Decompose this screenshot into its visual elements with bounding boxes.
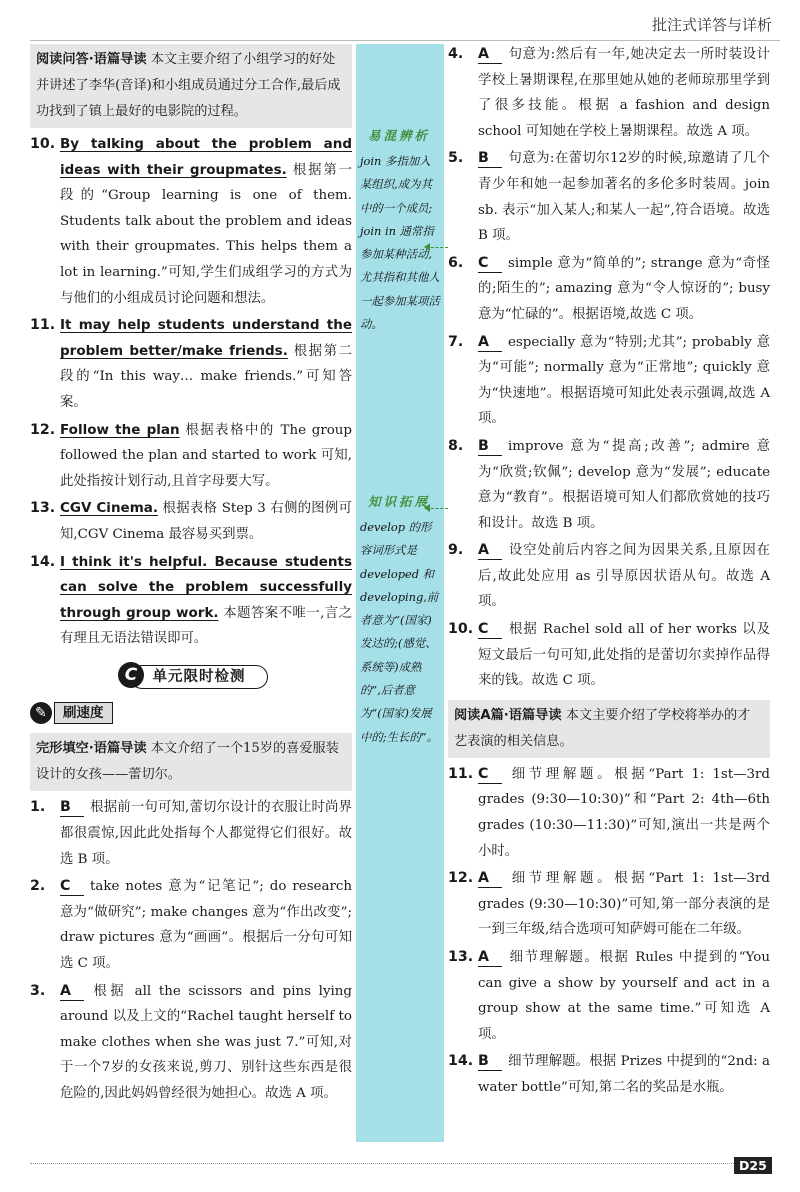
reading-item-12 — [448, 866, 770, 943]
item-explanation: 细节理解题。根据 Prizes 中提到的“2nd: a water bottle”可知,第二名的奖品是水瓶。 — [478, 1054, 770, 1095]
item-answer: B — [60, 798, 84, 817]
answer-item-11 — [30, 313, 352, 415]
item-number: 11. — [448, 765, 474, 782]
cloze-item-1 — [30, 795, 352, 872]
note-text-knowledge: develop 的形容词形式是 developed 和 developing,前者意为“(国家)发达的;(感觉、系统等)成熟的”,后者意为“(国家)发展中的;生长的”。 — [360, 520, 439, 744]
cloze-item-6 — [448, 251, 770, 328]
cloze-item-4 — [448, 42, 770, 144]
item-number: 8. — [448, 437, 464, 454]
guide-label: 完形填空·语篇导读 — [36, 741, 147, 757]
note-title-knowledge: 知识拓展 — [368, 494, 431, 509]
item-explanation: improve 意为“提高;改善”; admire 意为“欣赏;钦佩”; develop 意为“发展”; educate 意为“教育”。根据语境可知人们都欣赏她的技巧和设计。故选 B 项。 — [478, 438, 770, 531]
item-number: 13. — [30, 500, 56, 517]
item-explanation: 句意为:在蕾切尔12岁的时候,琼邀请了几个青少年和她一起参加著名的多伦多时装周。join sb. 表示“加入某人;和某人一起”,符合语境。故选 B 项。 — [478, 151, 770, 244]
item-explanation: 根据 all the scissors and pins lying around 以及上文的“Rachel taught herself to make clothes when she was just 7.”可知,对于一个7岁的女孩来说,剪刀、别针这些东西是很危险的,因此妈妈曾经很为她担心。故选 A 项。 — [60, 983, 352, 1101]
item-explanation: 句意为:然后有一年,她决定去一所时装设计学校上暑期课程,在那里她从她的老师琼那里学到了很多技能。根据 a fashion and design school 可知她在学校上暑期课程。故选 A 项。 — [478, 47, 770, 139]
item-number: 12. — [448, 870, 474, 887]
cloze-item-5 — [448, 146, 770, 248]
item-explanation: especially 意为“特别;尤其”; probably 意为“可能”; normally 意为“正常地”; quickly 意为“快速地”。根据语境可知此处表示强调,故选 A 项。 — [478, 334, 770, 427]
item-number: 12. — [30, 421, 56, 438]
page-number: D25 — [734, 1157, 772, 1174]
left-column — [30, 44, 352, 1109]
reading-a-guide — [448, 700, 770, 758]
item-answer: A — [478, 333, 502, 352]
speed-tag-label: 刷速度 — [54, 702, 113, 724]
answer-item-14 — [30, 550, 352, 652]
header-rule — [30, 40, 780, 41]
item-number: 4. — [448, 46, 464, 62]
item-answer: A — [478, 948, 502, 967]
item-explanation: 根据前一句可知,蕾切尔设计的衣服让时尚界都很震惊,因此此处指每个人都觉得它们很好。故选 B 项。 — [60, 800, 352, 867]
pencil-icon — [30, 702, 52, 724]
item-answer: Follow the plan — [60, 421, 180, 438]
item-explanation: 细节理解题。根据“Part 1: 1st—3rd grades (9:30—10:30)”和“Part 2: 4th—6th grades (10:30—11:30)”可知,演出一共是两个小时。 — [478, 766, 770, 859]
speed-tag — [30, 702, 113, 724]
cloze-item-9 — [448, 538, 770, 615]
cloze-guide — [30, 733, 352, 791]
item-explanation: 根据 Rachel sold all of her works 以及短文最后一句可知,此处指的是蕾切尔卖掉作品得来的钱。故选 C 项。 — [478, 622, 770, 689]
item-answer: It may help students understand the problem better/make friends. — [60, 317, 352, 359]
note-title-confusables: 易混辨析 — [368, 128, 431, 143]
guide-text: 本文主要介绍了小组学习的好处并讲述了李华(音译)和小组成员通过分工合作,最后成功找到了镇上最好的电影院的过程。 — [36, 52, 341, 119]
reading-item-14 — [448, 1049, 770, 1100]
annotation-strip — [356, 44, 444, 1142]
reading-qa-guide — [30, 44, 352, 128]
item-answer: I think it's helpful. Because students can solve the problem successfully through group work. — [60, 553, 352, 621]
cloze-item-8 — [448, 434, 770, 536]
cloze-item-2 — [30, 874, 352, 976]
item-answer: C — [60, 877, 84, 896]
item-explanation: 根据第一段的“Group learning is one of them. Students talk about the problem and ideas with their groupmates. This helps them a lot in learning.”可知,学生们成组学习的方式为与他们的小组成员讨论问题和想法。 — [60, 162, 352, 306]
item-number: 9. — [448, 542, 464, 559]
item-number: 6. — [448, 254, 464, 271]
reading-item-13 — [448, 945, 770, 1047]
cloze-item-7 — [448, 330, 770, 432]
banner-badge-icon: C — [118, 662, 144, 688]
footer-rule — [30, 1163, 770, 1164]
item-explanation: 细节理解题。根据 Rules 中提到的“You can give a show by yourself and act in a group show at the same time.”可知选 A 项。 — [478, 950, 770, 1042]
guide-text: 本文介绍了一个15岁的喜爱服装设计的女孩——蕾切尔。 — [36, 741, 339, 783]
item-explanation: 细节理解题。根据“Part 1: 1st—3rd grades (9:30—10:30)”可知,第一部分表演的是一到三年级,结合选项可知萨姆可能在二年级。 — [478, 871, 770, 938]
note-text-confusables: join 多指加入某组织,成为其中的一个成员; join in 通常指参加某种活动,尤其指和其他人一起参加某项活动。 — [360, 154, 440, 332]
item-answer: A — [60, 982, 84, 1001]
item-answer: CGV Cinema. — [60, 500, 159, 517]
item-number: 14. — [30, 553, 56, 570]
item-answer: B — [478, 149, 502, 168]
item-number: 1. — [30, 799, 46, 816]
item-answer: C — [478, 620, 502, 639]
item-number: 3. — [30, 982, 46, 999]
item-number: 11. — [30, 317, 56, 334]
item-explanation: 根据第二段的“In this way… make friends.”可知答案。 — [60, 343, 352, 410]
item-explanation: take notes 意为“记笔记”; do research 意为“做研究”; make changes 意为“作出改变”; draw pictures 意为“画画”。根据后一分句可知选 C 项。 — [60, 879, 352, 972]
cloze-item-3 — [30, 979, 352, 1107]
item-answer: A — [478, 869, 502, 888]
item-answer: A — [478, 541, 502, 560]
item-answer: B — [478, 437, 502, 456]
item-number: 2. — [30, 878, 46, 895]
item-answer: A — [478, 45, 502, 64]
banner-label: 单元限时检测 — [130, 665, 268, 689]
item-answer: C — [478, 254, 502, 273]
item-explanation: 根据表格 Step 3 右侧的图例可知,CGV Cinema 最容易买到票。 — [60, 501, 352, 542]
item-answer: B — [478, 1052, 502, 1071]
guide-label: 阅读A篇·语篇导读 — [454, 707, 562, 723]
unit-test-banner — [112, 662, 270, 690]
item-number: 5. — [448, 150, 464, 167]
item-explanation: 设空处前后内容之间为因果关系,且原因在后,故此处应用 as 引导原因状语从句。故选 A 项。 — [478, 543, 770, 610]
item-number: 14. — [448, 1053, 474, 1070]
note-arrow-develop — [426, 508, 448, 509]
item-number: 10. — [448, 621, 474, 638]
answer-item-10 — [30, 132, 352, 311]
item-number: 7. — [448, 333, 464, 350]
item-number: 10. — [30, 136, 56, 152]
item-number: 13. — [448, 949, 474, 965]
answer-item-12 — [30, 418, 352, 495]
item-explanation: 根据表格中的 The group followed the plan and started to work 可知,此处指按计划行动,且首字母要大写。 — [60, 422, 352, 489]
right-column — [448, 42, 770, 1103]
item-answer: C — [478, 765, 502, 784]
page-header-title: 批注式详答与详析 — [651, 16, 772, 34]
guide-text: 本文主要介绍了学校将举办的才艺表演的相关信息。 — [454, 707, 751, 749]
item-explanation: 本题答案不唯一,言之有理且无语法错误即可。 — [60, 605, 352, 647]
item-explanation: simple 意为“简单的”; strange 意为“奇怪的;陌生的”; amazing 意为“令人惊讶的”; busy 意为“忙碌的”。根据语境,故选 C 项。 — [478, 255, 770, 322]
answer-item-13 — [30, 496, 352, 547]
note-arrow-join — [426, 247, 448, 248]
item-answer: By talking about the problem and ideas with their groupmates. — [60, 136, 352, 178]
guide-label: 阅读问答·语篇导读 — [36, 52, 147, 67]
cloze-item-10 — [448, 617, 770, 694]
reading-item-11 — [448, 762, 770, 864]
